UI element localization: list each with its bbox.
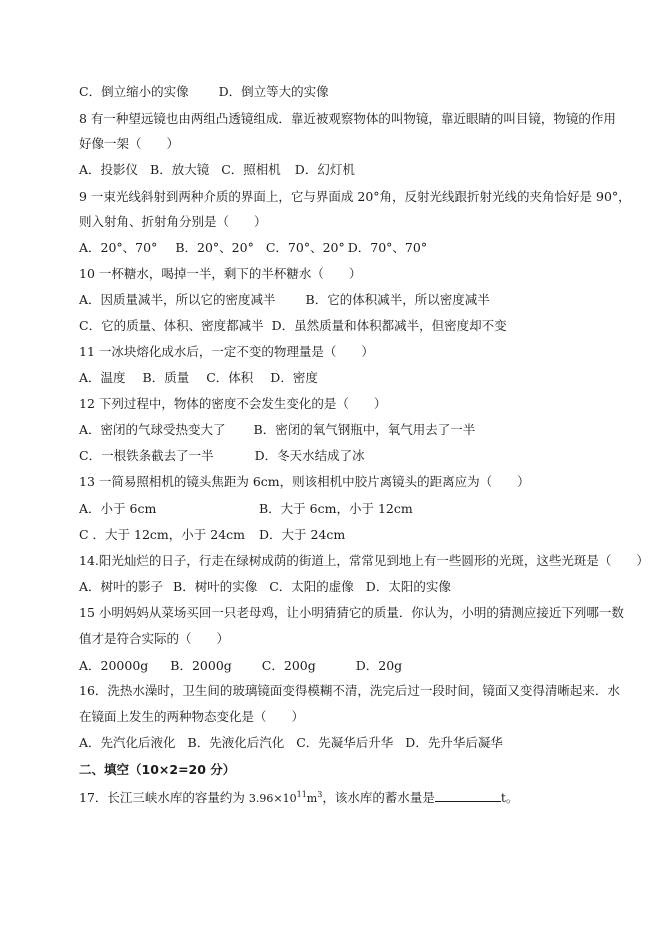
q9-option-c: C．70°、20° — [265, 240, 345, 255]
q11-option-d: D．密度 — [270, 370, 318, 385]
q8-stem-line1: 8 有一种望远镜也由两组凸透镜组成．靠近被观察物体的叫物镜，靠近眼睛的叫目镜，物镜的作用 — [79, 111, 616, 126]
q17-unit-exponent: 3 — [317, 790, 323, 799]
q8-option-a: A．投影仪 — [79, 162, 139, 177]
q10-option-b: B．它的体积减半，所以密度减半 — [305, 292, 490, 307]
q12-option-d: D．冬天水结成了冰 — [254, 448, 365, 463]
q9-option-d: D．70°、70° — [347, 240, 428, 255]
q16-stem-line2: 在镜面上发生的两种物态变化是（ ） — [79, 709, 305, 724]
q17-pre: 17．长江三峡水库的容量约为 — [79, 790, 249, 805]
q15-option-d: D．20g — [355, 658, 403, 673]
q12-option-a: A．密闭的气球受热变大了 — [79, 422, 226, 437]
q10-options-row2 — [79, 318, 507, 334]
q8-stem-line2: 好像一架（ ） — [79, 136, 180, 151]
q17-mid: ，该水库的蓄水量是 — [322, 790, 435, 805]
q13-option-a: A．小于 6cm — [79, 501, 157, 516]
q7-option-d: D．倒立等大的实像 — [218, 84, 329, 99]
q17-stem — [79, 789, 518, 807]
q12-stem: 12 下列过程中，物体的密度不会发生变化的是（ ） — [79, 396, 387, 411]
q14-stem: 14.阳光灿烂的日子，行走在绿树成荫的街道上，常常见到地上有一些圆形的光斑，这些光斑是（ ） — [79, 553, 649, 568]
q16-stem-line1: 16．洗热水澡时，卫生间的玻璃镜面变得模糊不清，洗完后过一段时间，镜面又变得清晰起来．水 — [79, 683, 620, 698]
q13-options-row1 — [79, 501, 413, 517]
q10-option-d: D．虽然质量和体积都减半，但密度却不变 — [271, 318, 507, 333]
q10-option-a: A．因质量减半，所以它的密度减半 — [79, 292, 276, 307]
q13-options-row2 — [79, 527, 345, 543]
q15-stem-line2: 值才是符合实际的（ ） — [79, 631, 230, 646]
q12-option-c: C．一根铁条截去了一半 — [79, 448, 214, 463]
section-heading-fill-blank: 二、填空（10×2=20 分） — [79, 762, 236, 777]
q16-options — [79, 735, 503, 751]
q15-option-a: A．20000g — [79, 658, 149, 673]
q10-options-row1 — [79, 292, 490, 308]
q8-option-b: B．放大镜 — [150, 162, 210, 177]
q15-stem-line1: 15 小明妈妈从菜场买回一只老母鸡，让小明猜猜它的质量．你认为，小明的猜测应接近下列哪一数 — [79, 605, 624, 620]
q8-options — [79, 162, 355, 178]
q13-stem: 13 一简易照相机的镜头焦距为 6cm，则该相机中胶片离镜头的距离应为（ ） — [79, 474, 530, 489]
q17-value: 3.96×10 — [248, 792, 297, 805]
q11-options — [79, 370, 318, 386]
q8-option-c: C．照相机 — [221, 162, 281, 177]
q12-options-row1 — [79, 422, 475, 438]
q9-stem-line1: 9 一束光线斜射到两种介质的界面上，它与界面成 20°角，反射光线跟折射光线的夹角恰好是 90°， — [79, 189, 631, 204]
q9-option-b: B．20°、20° — [175, 240, 254, 255]
q10-stem: 10 一杯糖水，喝掉一半，剩下的半杯糖水（ ） — [79, 266, 362, 281]
q15-option-b: B．2000g — [170, 658, 232, 673]
q11-option-c: C．体积 — [206, 370, 254, 385]
q15-option-c: C．200g — [261, 658, 316, 673]
q16-option-c: C．先凝华后升华 — [296, 735, 394, 750]
q13-option-b: B．大于 6cm，小于 12cm — [259, 501, 413, 516]
q17-exponent: 11 — [296, 790, 307, 799]
q17-unit: m — [306, 792, 318, 805]
q11-option-a: A．温度 — [79, 370, 126, 385]
q13-option-c: C ．大于 12cm，小于 24cm — [79, 527, 246, 542]
q13-option-d: D．大于 24cm — [259, 527, 346, 542]
q11-option-b: B．质量 — [142, 370, 190, 385]
q16-option-b: B．先液化后汽化 — [187, 735, 285, 750]
q12-option-b: B．密闭的氧气钢瓶中，氧气用去了一半 — [253, 422, 476, 437]
q12-options-row2 — [79, 448, 365, 464]
q17-post: t。 — [500, 790, 519, 805]
q16-option-a: A．先汽化后液化 — [79, 735, 176, 750]
q14-option-b: B．树叶的实像 — [173, 579, 258, 594]
q7-options — [79, 84, 329, 100]
q14-option-a: A．树叶的影子 — [79, 579, 164, 594]
q15-options — [79, 658, 402, 674]
q17-answer-blank[interactable] — [435, 789, 501, 802]
q10-option-c: C．它的质量、体积、密度都减半 — [79, 318, 264, 333]
q9-stem-line2: 则入射角、折射角分别是（ ） — [79, 214, 267, 229]
q14-option-d: D．太阳的实像 — [365, 579, 451, 594]
q9-option-a: A．20°、70° — [79, 240, 158, 255]
q7-option-c: C．倒立缩小的实像 — [79, 84, 189, 99]
q9-options — [79, 240, 427, 256]
q14-options — [79, 579, 451, 595]
q16-option-d: D．先升华后凝华 — [405, 735, 503, 750]
q11-stem: 11 一冰块熔化成水后，一定不变的物理量是（ ） — [79, 344, 374, 359]
q14-option-c: C．太阳的虚像 — [269, 579, 354, 594]
q8-option-d: D．幻灯机 — [294, 162, 355, 177]
